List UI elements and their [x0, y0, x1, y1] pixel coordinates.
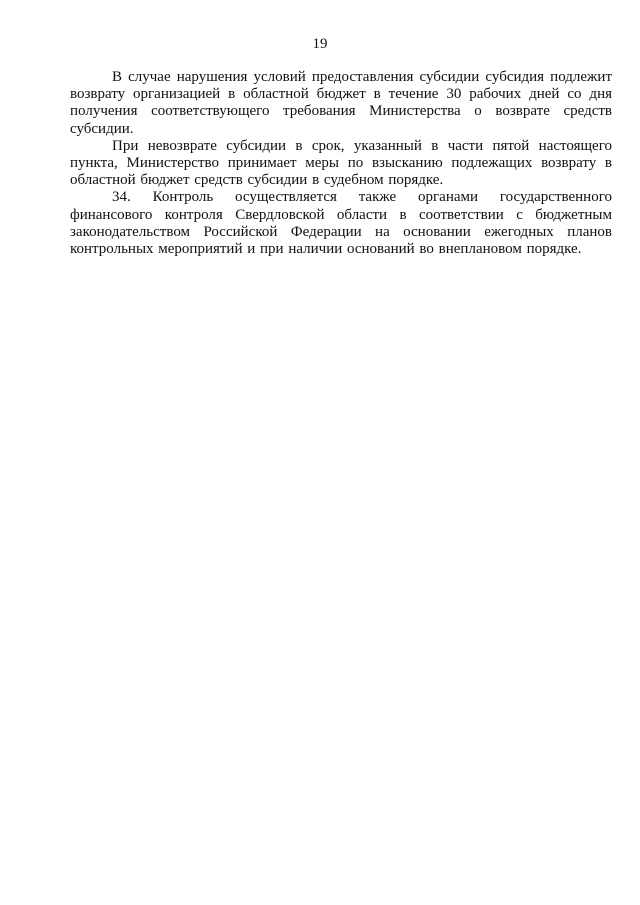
document-body — [70, 69, 612, 258]
body-paragraph: 34. Контроль осуществляется также органами государственного финансового контроля Свердловской области в соответствии с бюджетным законодательством Российской Федерации на основании ежегодных планов контрольных мероприятий и при наличии оснований во внеплановом порядке. — [70, 189, 612, 258]
body-paragraph: В случае нарушения условий предоставления субсидии субсидия подлежит возврату организацией в областной бюджет в течение 30 рабочих дней со дня получения соответствующего требования Министерства о возврате средств субсидии. — [70, 69, 612, 137]
body-paragraph: При невозврате субсидии в срок, указанный в части пятой настоящего пункта, Министерство принимает меры по взысканию подлежащих возврату в областной бюджет средств субсидии в судебном порядке. — [70, 137, 612, 189]
page-number: 19 — [312, 36, 328, 52]
